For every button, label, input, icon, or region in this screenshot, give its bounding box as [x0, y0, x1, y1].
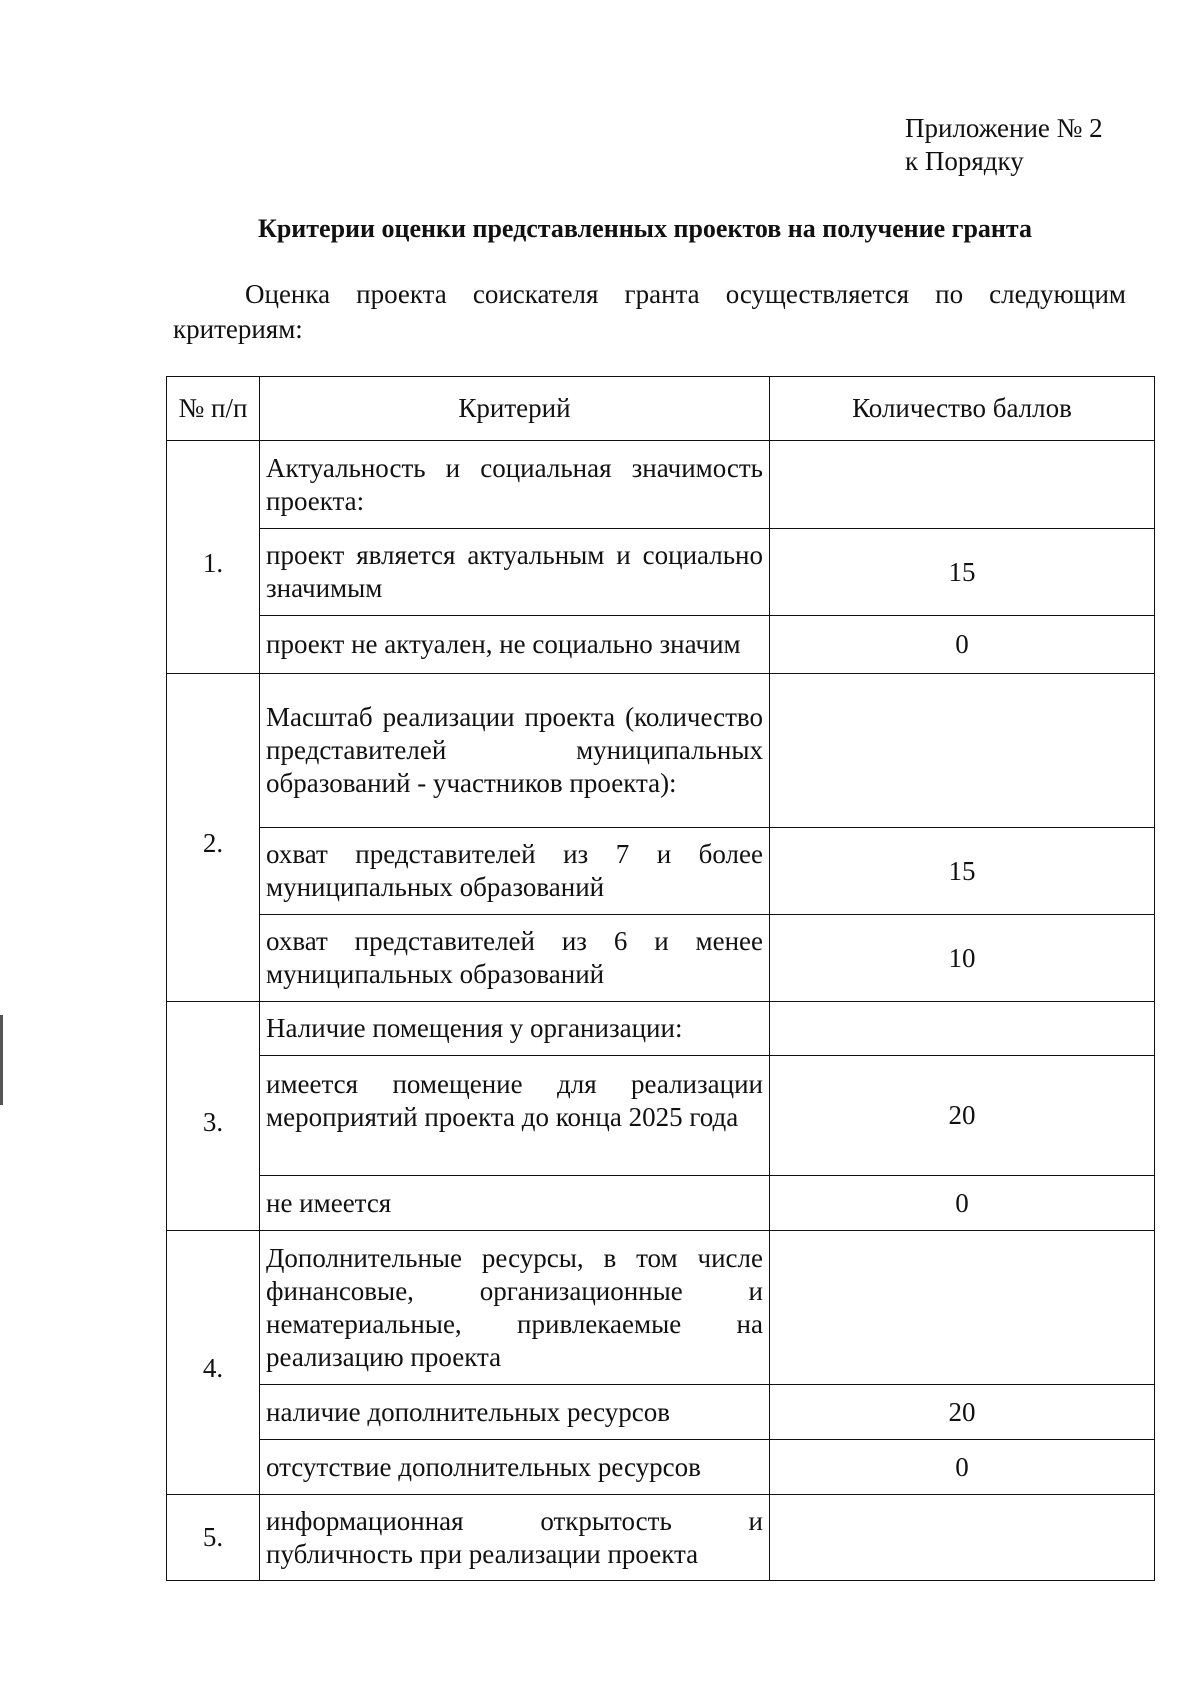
criteria-table — [166, 376, 1155, 1581]
table-row — [167, 1495, 1155, 1581]
points-cell — [770, 1495, 1155, 1581]
criterion-cell: проект не актуален, не социально значим — [260, 616, 770, 674]
table-row — [167, 1002, 1155, 1056]
table-header-row — [167, 377, 1155, 441]
table-row — [167, 915, 1155, 1002]
table-row — [167, 616, 1155, 674]
row-number: 2. — [167, 674, 260, 1002]
points-cell: 0 — [770, 616, 1155, 674]
row-number: 3. — [167, 1002, 260, 1231]
criterion-cell: Актуальность и социальная значимость проекта: — [260, 441, 770, 529]
table-row — [167, 1176, 1155, 1231]
points-cell — [770, 1231, 1155, 1385]
table-row — [167, 1231, 1155, 1385]
row-number: 4. — [167, 1231, 260, 1495]
appendix-line-2: к Порядку — [905, 146, 1024, 176]
criterion-cell: отсутствие дополнительных ресурсов — [260, 1440, 770, 1495]
intro-line-2: критериям: — [173, 314, 303, 344]
criterion-cell: проект является актуальным и социально значимым — [260, 529, 770, 616]
points-cell: 10 — [770, 915, 1155, 1002]
header-criterion: Критерий — [260, 377, 770, 441]
criterion-cell: охват представителей из 7 и более муниципальных образований — [260, 828, 770, 915]
points-cell: 15 — [770, 529, 1155, 616]
document-title: Критерии оценки представленных проектов на получение гранта — [257, 214, 1033, 243]
criterion-cell: информационная открытость и публичность при реализации проекта — [260, 1495, 770, 1581]
table-row — [167, 529, 1155, 616]
header-points: Количество баллов — [770, 377, 1155, 441]
criterion-cell: Дополнительные ресурсы, в том числе финансовые, организационные и нематериальные, привлекаемые на реализацию проекта — [260, 1231, 770, 1385]
table-row — [167, 1385, 1155, 1440]
points-cell — [770, 441, 1155, 529]
header-number: № п/п — [167, 377, 260, 441]
points-cell: 15 — [770, 828, 1155, 915]
points-cell: 0 — [770, 1440, 1155, 1495]
points-cell — [770, 674, 1155, 828]
points-cell: 0 — [770, 1176, 1155, 1231]
criterion-cell: не имеется — [260, 1176, 770, 1231]
table-row — [167, 1440, 1155, 1495]
criterion-cell: Масштаб реализации проекта (количество представителей муниципальных образований - участников проекта): — [260, 674, 770, 828]
row-number: 5. — [167, 1495, 260, 1581]
scan-edge-mark — [0, 1015, 3, 1105]
appendix-label — [905, 112, 1103, 178]
intro-line-1: Оценка проекта соискателя гранта осуществляется по следующим — [245, 279, 1126, 309]
criterion-cell: охват представителей из 6 и менее муниципальных образований — [260, 915, 770, 1002]
table-row — [167, 674, 1155, 828]
points-cell: 20 — [770, 1056, 1155, 1176]
intro-paragraph — [173, 277, 1126, 347]
table-row — [167, 441, 1155, 529]
criterion-cell: Наличие помещения у организации: — [260, 1002, 770, 1056]
table-row — [167, 1056, 1155, 1176]
criterion-cell: имеется помещение для реализации мероприятий проекта до конца 2025 года — [260, 1056, 770, 1176]
points-cell — [770, 1002, 1155, 1056]
row-number: 1. — [167, 441, 260, 674]
criterion-cell: наличие дополнительных ресурсов — [260, 1385, 770, 1440]
appendix-line-1: Приложение № 2 — [905, 113, 1103, 143]
points-cell: 20 — [770, 1385, 1155, 1440]
table-row — [167, 828, 1155, 915]
